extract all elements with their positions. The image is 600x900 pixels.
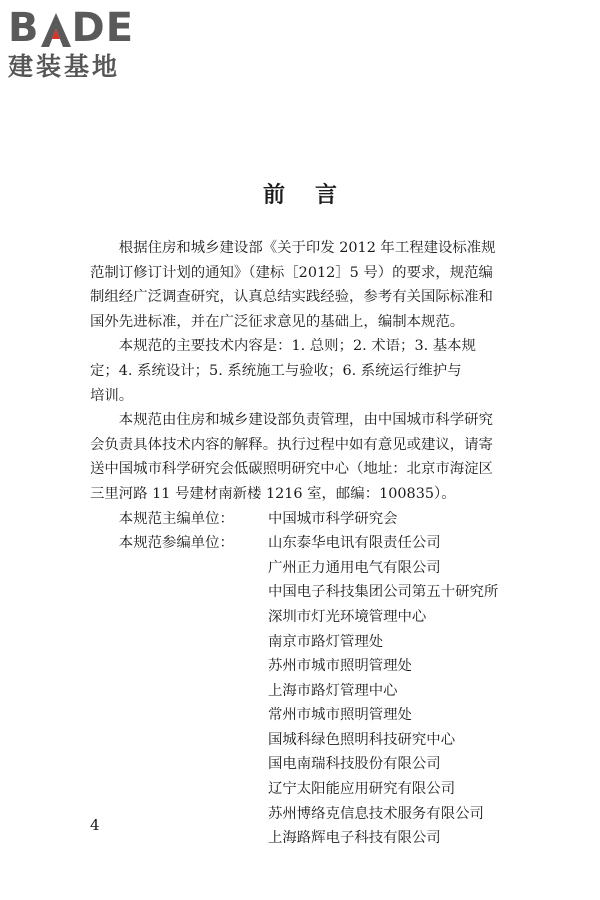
participant-org: 苏州博络克信息技术服务有限公司 [268,805,484,822]
participant-org: 苏州市城市照明管理处 [268,658,412,675]
participant-org: 南京市路灯管理处 [268,633,384,650]
participant-row [90,531,526,556]
page-number: 4 [90,816,100,834]
text-line: 范制订修订计划的通知》（建标［2012］5 号）的要求，规范编 [90,264,493,281]
participant-label: 本规范参编单位： [118,535,234,552]
text-line: 送中国城市科学研究会低碳照明研究中心（地址：北京市海淀区 [90,461,493,478]
text-line: 制组经广泛调查研究，认真总结实践经验，参考有关国际标准和 [90,289,493,306]
text-line: 本规范的主要技术内容是：1. 总则；2. 术语；3. 基本规 [118,338,476,355]
page-title: 前言 [262,182,367,208]
text-line: 定；4. 系统设计；5. 系统施工与验收；6. 系统运行维护与 [90,362,462,379]
participant-org: 上海路辉电子科技有限公司 [268,830,441,847]
logo-wordmark [8,5,178,51]
chief-editor-org: 中国城市科学研究会 [268,510,398,527]
participant-org: 深圳市灯光环境管理中心 [268,608,427,625]
logo-letter-b: B [8,5,40,51]
participant-org: 中国电子科技集团公司第五十研究所 [268,584,499,601]
participant-org: 常州市城市照明管理处 [268,707,412,724]
content-paragraph [90,334,526,408]
logo-a-mark-icon [41,11,71,45]
text-line: 会负责具体技术内容的解释。执行过程中如有意见或建议，请寄 [90,436,493,453]
participant-org: 广州正力通用电气有限公司 [268,559,441,576]
text-line: 本规范由住房和城乡建设部负责管理，由中国城市科学研究 [118,412,493,429]
participant-org: 国电南瑞科技股份有限公司 [268,756,441,773]
participant-org: 上海市路灯管理中心 [268,682,398,699]
logo-letters-de: DE [71,5,135,51]
participant-org: 辽宁太阳能应用研究有限公司 [268,781,456,798]
chief-editor-row [90,507,526,532]
brand-logo [8,5,178,82]
participant-org: 国城科绿色照明科技研究中心 [268,731,456,748]
text-line: 根据住房和城乡建设部《关于印发 2012 年工程建设标准规 [118,240,496,256]
intro-paragraph [90,236,526,334]
participant-org: 山东泰华电讯有限责任公司 [268,535,441,552]
text-line: 国外先进标准，并在广泛征求意见的基础上，编制本规范。 [90,313,465,330]
text-line: 培训。 [90,387,134,404]
text-line: 三里河路 11 号建材南新楼 1216 室，邮编：100835）。 [90,485,456,502]
preface-body [90,236,526,851]
logo-subtitle: 建装基地 [8,52,121,81]
management-paragraph [90,408,526,506]
chief-editor-label: 本规范主编单位： [118,510,234,527]
